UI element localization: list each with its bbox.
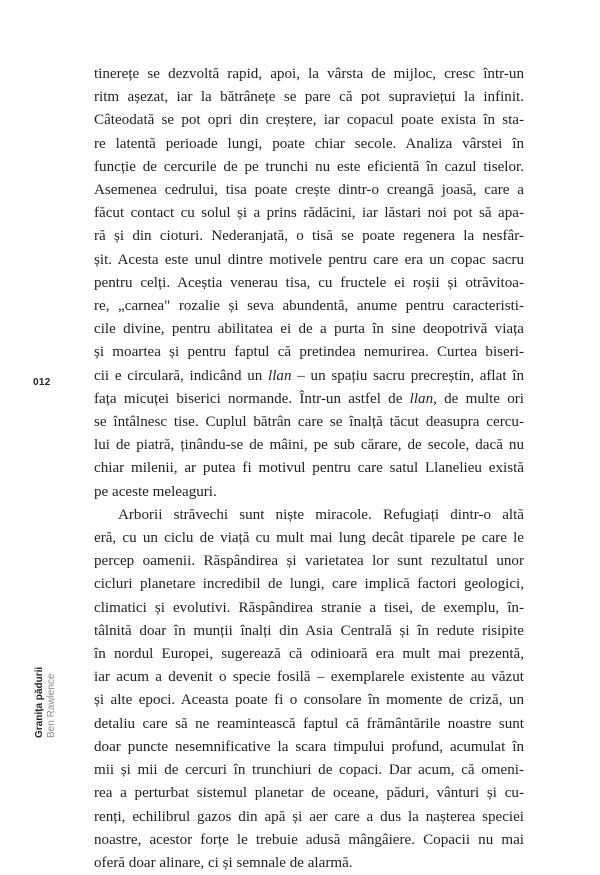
author-name: Ben Rawlence (46, 673, 57, 738)
text-line: Asemenea cedrului, tisa poate crește dintr-o creangă joasă, care a (94, 182, 524, 199)
text-line: oferă doar alinare, ci și semnale de alarmă. (94, 854, 353, 871)
running-header (34, 667, 58, 738)
text-line: doar puncte nesemnificative la scara timpului profund, acumulat în (94, 738, 524, 755)
text-line: chiar milenii, ar putea fi motivul pentru care satul Llanelieu există (94, 460, 524, 477)
text-line: detaliu care să ne reamintească faptul că frământările noastre sunt (94, 715, 524, 732)
text-line: funcție de cercurile de pe trunchi nu este eficientă în cazul tiselor. (94, 158, 524, 175)
page-number: 012 (33, 377, 51, 388)
text-line: re, „carnea" rozalie și seva abundentă, anume pentru caracteristi- (94, 298, 524, 315)
text-line: în nordul Europei, sugerează că odinioară era mult mai prezentă, (94, 646, 524, 663)
text-line: și alte epoci. Aceasta poate fi o consolare în momente de criză, un (94, 692, 524, 709)
text-line: făcut contact cu solul și a prins rădăcini, iar lăstari noi pot să apa- (94, 205, 524, 222)
text-line: renți, echilibrul gazos din apă și aer care a dus la nașterea speciei (94, 808, 524, 825)
text-line: și moartea și pentru faptul că pretindea nemurirea. Curtea biseri- (94, 344, 524, 361)
text-line: se întâlnesc tise. Cuplul bătrân care se înalță tăcut deasupra cercu- (94, 414, 524, 431)
text-line: rea a perturbat sistemul planetar de oceane, păduri, vânturi și cu- (94, 785, 524, 802)
text-line: mii și mii de cercuri în trunchiuri de copaci. Dar acum, că omeni- (94, 762, 524, 779)
text-line: fața micuței biserici normande. Într-un astfel de llan, de multe ori (94, 390, 524, 407)
text-line: re latentă perioade lungi, poate chiar secole. Analiza vârstei în (94, 135, 524, 152)
text-line: Arborii străvechi sunt niște miracole. Refugiați dintr-o altă (118, 506, 524, 523)
text-line: lui de piatră, ținându-se de mâini, pe sub cărare, de secole, dacă nu (94, 437, 524, 454)
text-line: pentru celți. Aceștia venerau tisa, cu fructele ei roșii și otrăvitoa- (94, 274, 524, 291)
text-line: ritm așezat, iar la bătrânețe se pare că pot supraviețui la infinit. (94, 89, 524, 106)
text-line: pe aceste meleaguri. (94, 483, 217, 500)
text-line: eră, cu un ciclu de viață cu mult mai lung decât tiparele pe care le (94, 530, 524, 547)
text-line: percep oamenii. Răspândirea și varietatea lor sunt rezultatul unor (94, 553, 524, 570)
text-line: noastre, acestor forțe le trebuie adusă mângâiere. Copacii nu mai (94, 831, 524, 848)
text-line: climatici și evolutivi. Răspândirea stranie a tisei, de exemplu, în- (94, 599, 524, 616)
text-line: cile divine, pentru abilitatea ei de a purta în sine deopotrivă viața (94, 321, 524, 338)
text-line: tâlnită doar în munții înalți din Asia Centrală și în redute risipite (94, 622, 524, 639)
text-line: tinerețe se dezvoltă rapid, apoi, la vârsta de mijloc, cresc într-un (94, 66, 524, 82)
text-line: ră și din cioturi. Nederanjată, o tisă se poate regenera la nesfâr- (94, 228, 524, 245)
text-line: Câteodată se pot opri din creștere, iar copacul poate exista în sta- (94, 112, 524, 129)
text-line: cicluri planetare incredibil de lungi, care implică factori geologici, (94, 576, 524, 593)
book-title: Granița pădurii (34, 666, 45, 738)
text-line: iar acum a devenit o specie fosilă – exemplarele existente au văzut (94, 669, 524, 686)
body-text (94, 63, 524, 875)
text-line: șit. Acesta este unul dintre motivele pentru care era un copac sacru (94, 251, 524, 268)
text-line: cii e circulară, indicând un llan – un spațiu sacru precreștin, aflat în (94, 367, 524, 384)
